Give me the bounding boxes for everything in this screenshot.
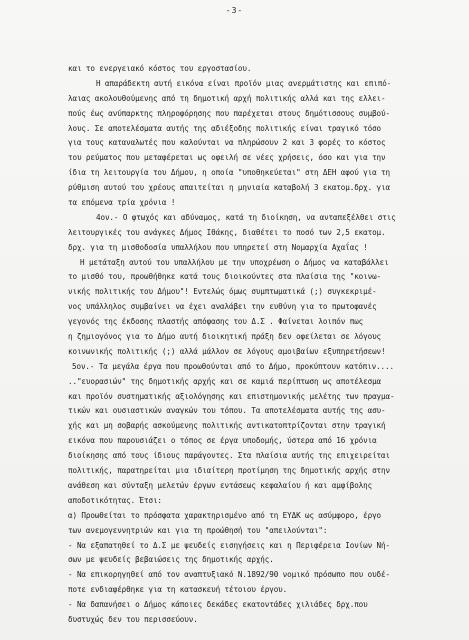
- text-line: τα επόμενα τρία χρόνια !: [68, 198, 176, 208]
- text-line: ίδια τη λειτουργία του Δήμου, η οποία "υποθηκεύεται" στη ΔΕΗ αφού για τη: [68, 168, 390, 178]
- document-body: [68, 62, 466, 628]
- text-line: του ρεύματος που μεταφέρεται ως οφειλή σε νέες χρήσεις, όσο και για την: [68, 153, 386, 163]
- text-line: σων με ψευδείς βεβαιώσεις της δημοτικής αρχής.: [68, 555, 274, 565]
- text-line: και το ενεργειακό κόστος του εργοστασίου.: [68, 64, 252, 73]
- text-line: διοίκησης από τους ίδιους παράγοντες. Στα πλαίσια αυτής της επιχειρείται: [68, 451, 390, 461]
- text-line: η ζημιογόνος για το Δήμο αυτή διοικητική πράξη δεν οφείλεται σε λόγους: [68, 332, 382, 342]
- text-line: νος υπάλληλος συμβαίνει να έχει αναλάβει την ευθύνη για το πρωτοφανές: [68, 302, 377, 312]
- text-line: πούς έως ανύπαρκτης πληροφόρησης που παρέχεται στους δημότισσους συμβού-: [68, 108, 390, 118]
- text-line: - Να εξαπατηθεί το Δ.Σ με ψευδείς εισηγήσεις και η Περιφέρεια Ιονίων Νή-: [68, 540, 390, 550]
- text-line: γεγονός της έκδοσης πλαστής απόφασης του Δ.Σ . Φαίνεται λοιπόν πως: [68, 317, 364, 327]
- text-line: α) Προωθείται το πρόσφατα χαρακτηρισμένο από τη ΕΥΔΚ ως ασύμφορο, έργο: [68, 510, 382, 520]
- text-line: το μισθό του, προωθήθηκε κατά τους διοικούντες στα πλαίσια της "κοινω-: [68, 272, 382, 282]
- text-line: δυστυχώς δεν του περισσεύουν.: [68, 614, 198, 624]
- text-line: λους. Σε αποτελέσματα αυτής της αδιέξοδης πολιτικής είναι τραγικό τόσο: [68, 123, 382, 133]
- text-line: .."ευορασιών" της δημοτικής αρχής και σε καμιά περίπτωση ως αποτέλεσμα: [68, 376, 382, 386]
- text-line: Η απαράδεκτη αυτή εικόνα είναι προϊόν μιας ανερμάτιστης και επιπό-: [96, 78, 392, 88]
- text-line: Η μετάταξη αυτού του υπαλλήλου με την υποχρέωση ο Δήμος να καταβάλλει: [80, 257, 389, 267]
- text-line: - Να επικορηγηθεί από τον αναπτυξιακό Ν.1892/90 νομικό πρόσωπο που ουδέ-: [68, 570, 390, 580]
- text-line: ρύθμιση αυτού του χρέους απαιτείται η μηνιαία καταβολή 3 εκατομ.δρχ. για: [68, 183, 390, 193]
- text-line: των ανεμογεννητριών και για τη προώθησή του "απειλούνται":: [68, 525, 328, 535]
- text-line: τικών και ουσιαστικών αναγκών του τόπου. Τα αποτελέσματα αυτής της ασυ-: [68, 406, 386, 416]
- text-line: ποτε ενδιαφέρθηκε για τη κατασκευή τέτοιου έργου.: [68, 585, 288, 595]
- text-line: για τους καταναλωτές που καλούνται να πληρώσουν 2 και 3 φορές το κόστος: [68, 138, 386, 148]
- text-line: κοινωνικής πολιτικής (;) αλλά μάλλον σε λόγους αμοιβαίων εξυπηρετήσεων!: [68, 346, 386, 356]
- text-line: πολιτικής, παρατηρείται μια ιδιαίτερη προτίμηση της δημοτικής αρχής στην: [68, 466, 390, 476]
- text-line: 5ον.- Τα μεγάλα έργα που προωθούνται από το Δήμο, προκύπτουν κατόπιν....: [72, 361, 394, 371]
- text-line: και προϊόν συστηματικής αξιολόγησης και επιστημονικής μελέτης των πραγμα-: [68, 391, 395, 401]
- text-line: λειτουργικές του ανάγκες Δήμος Ιθάκης, διαθέτει το ποσό των 2,5 εκατομ.: [68, 227, 386, 237]
- page-number: -3-: [225, 6, 244, 15]
- text-line: λαιας ακολουθούμενης από τη δημοτική αρχή πολιτικής αλλά και της ελλει-: [68, 93, 386, 103]
- text-line: ανάθεση και σύνταξη μελετών έργων εντάσεως κεφαλαίου ή και αμφίβολης: [68, 480, 373, 490]
- text-line: χής και μη σοβαρής ασκούμενης πολιτικής αντικατοπτρίζονται στην τραγική: [68, 421, 386, 431]
- text-line: αποδοτικότητας. Έτσι:: [68, 495, 162, 505]
- text-line: 4ον.- Ο φτωχός και αδύναμος, κατά τη διοίκηση, να ανταπεξέλθει στις: [96, 212, 396, 222]
- text-line: νικής πολιτικής του Δήμου"! Εντελώς όμως συμπτωματικά (;) συγκεκριμέ-: [68, 287, 377, 297]
- text-line: δρχ. για τη μισθοδοσία υπαλλήλου που υπηρετεί στη Νομαρχία Αχαΐας !: [68, 242, 368, 252]
- text-line: εικόνα που παρουσιάζει ο τόπος σε έργα υποδομής, ύστερα από 16 χρόνια: [68, 436, 377, 446]
- text-line: - Να δαπανήσει ο Δήμος κάποιες δεκάδες εκατοντάδες χιλιάδες δρχ.που: [68, 600, 368, 610]
